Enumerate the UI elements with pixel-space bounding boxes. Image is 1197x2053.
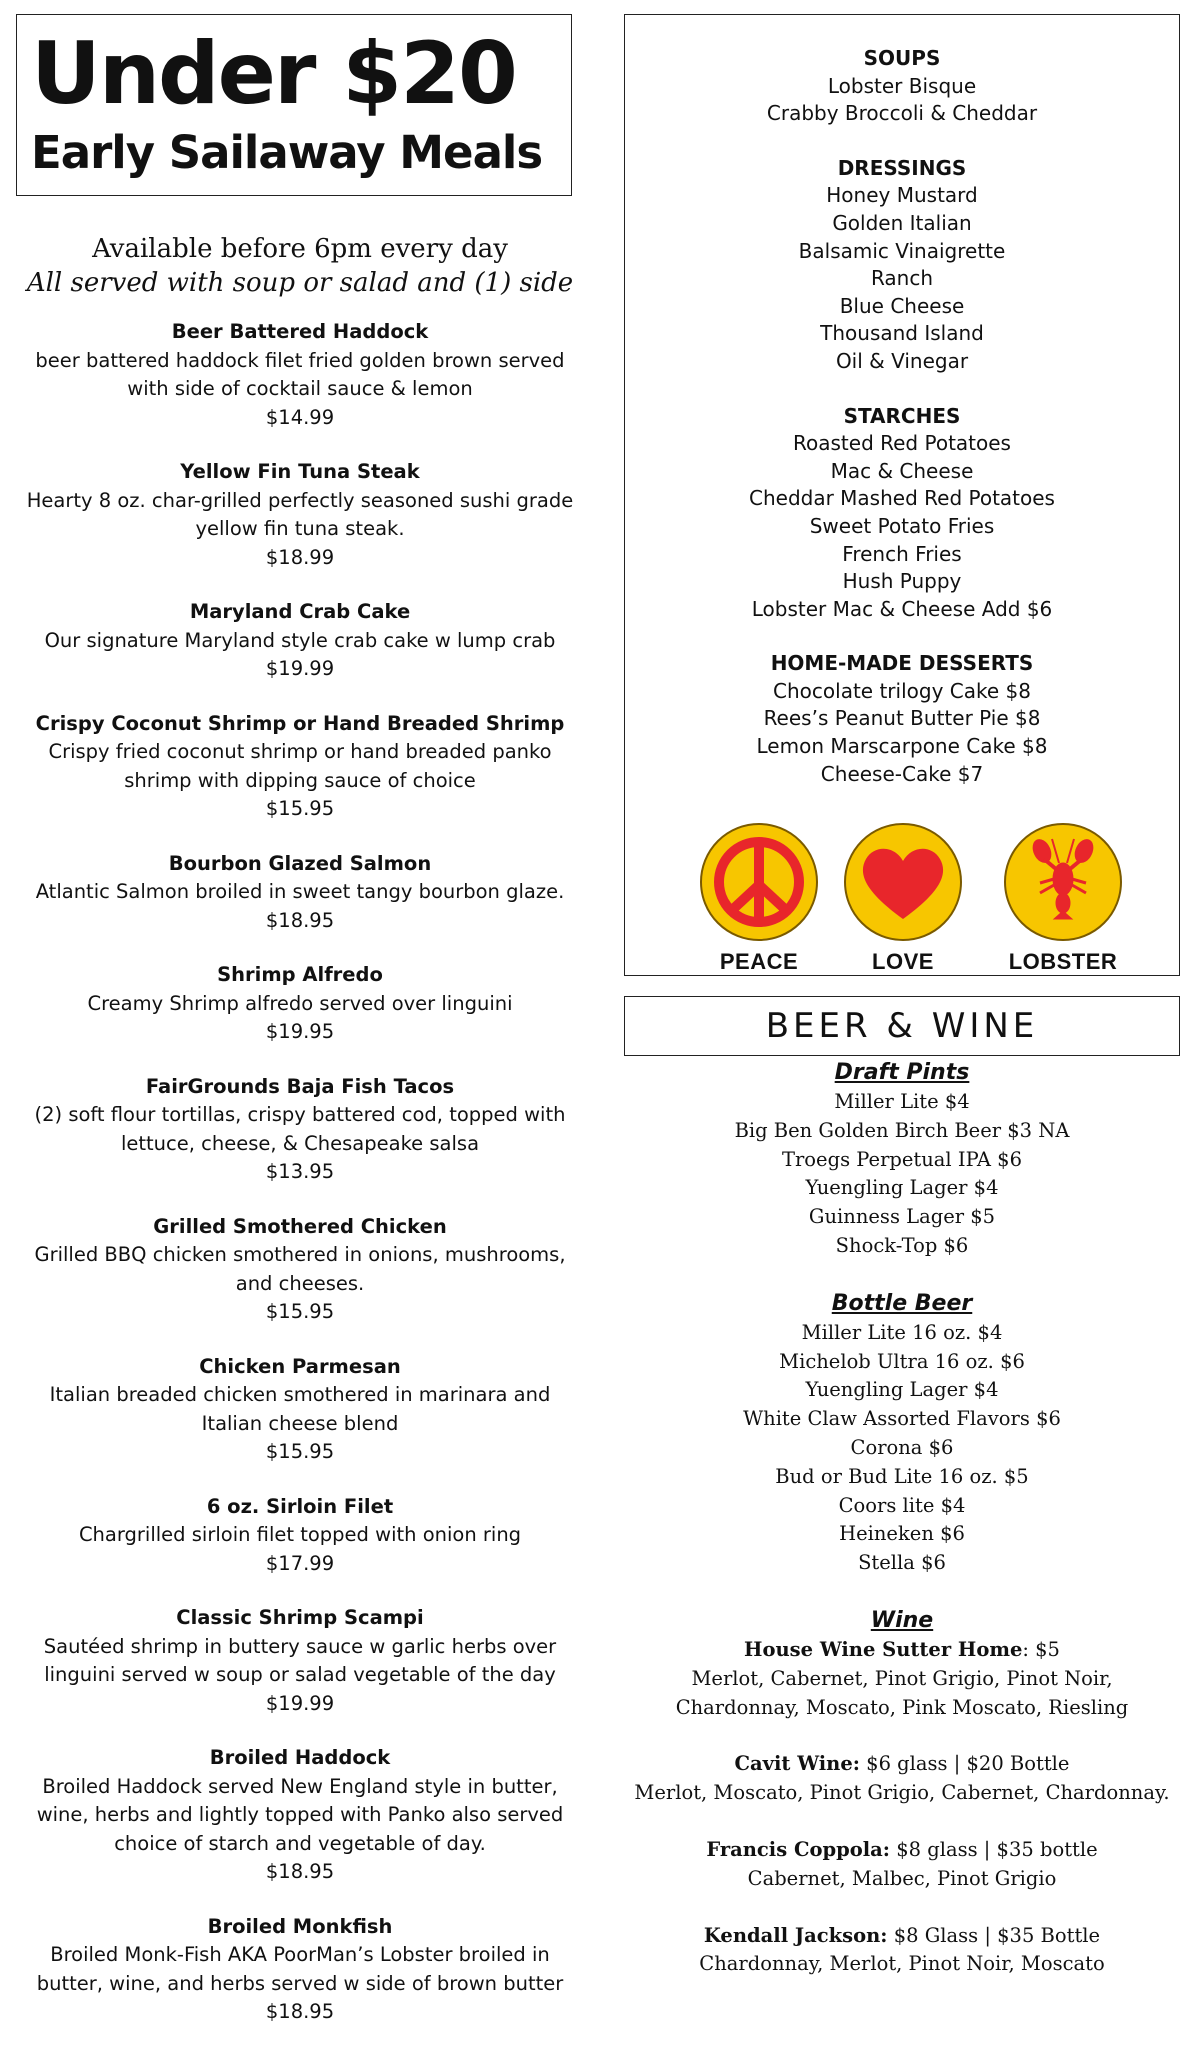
sides-item: Lobster Bisque [827, 73, 977, 98]
draft-item: Yuengling Lager $4 [805, 1176, 999, 1200]
bottle-item: White Claw Assorted Flavors $6 [743, 1407, 1061, 1431]
sides-group-title: SOUPS [863, 46, 941, 70]
wine-entry [624, 1750, 1180, 1808]
sides-groups [625, 45, 1179, 788]
sides-group [625, 650, 1179, 788]
sides-item: Roasted Red Potatoes [793, 431, 1011, 456]
entree-price: $15.95 [265, 1440, 335, 1463]
entree-item [16, 1604, 584, 1718]
entree-price: $19.99 [265, 1691, 335, 1715]
menu-title: Under $20 [31, 24, 516, 124]
entree-description-line: beer battered haddock filet fried golden brown served [35, 348, 565, 372]
sides-group-title: DRESSINGS [837, 155, 967, 180]
wine-varietals-line: Merlot, Moscato, Pinot Grigio, Cabernet, Chardonnay. [634, 1781, 1170, 1805]
served-with-note: All served with soup or salad and (1) side [26, 268, 574, 298]
entree-description-line: choice of starch and vegetable of day. [114, 1831, 486, 1855]
entree-price: $15.95 [265, 1300, 335, 1323]
wine-name: Francis Coppola: [706, 1837, 891, 1861]
entree-item [16, 1073, 584, 1187]
entree-name: Grilled Smothered Chicken [153, 1214, 447, 1238]
beer-wine-title: BEER & WINE [765, 1006, 1039, 1046]
bottle-item: Miller Lite 16 oz. $4 [801, 1320, 1003, 1344]
badge-label: LOVE [872, 949, 934, 974]
heart-icon [844, 823, 962, 941]
entree-item [16, 1913, 584, 2027]
badge-label: PEACE [719, 949, 799, 974]
entree-description-line: with side of cocktail sauce & lemon [127, 377, 473, 400]
sides-group [625, 45, 1179, 128]
sides-group-title: HOME-MADE DESSERTS [770, 651, 1034, 676]
bottle-item: Corona $6 [850, 1435, 954, 1459]
wine-entry-heading [624, 1750, 1180, 1779]
sides-item: Chocolate trilogy Cake $8 [773, 678, 1031, 703]
entree-item [16, 710, 584, 824]
sides-item: Thousand Island [820, 321, 984, 346]
entree-price: $17.99 [265, 1551, 335, 1575]
draft-pints-section [624, 1058, 1180, 1261]
entree-price: $18.95 [265, 1860, 335, 1883]
sides-item: Rees’s Peanut Butter Pie $8 [763, 706, 1041, 731]
wine-price: $6 glass | $20 Bottle [859, 1752, 1070, 1776]
entree-price: $13.95 [265, 1160, 335, 1183]
peace-sign-icon [700, 823, 818, 941]
wine-name: House Wine Sutter Home [744, 1637, 1023, 1661]
wine-price: $8 Glass | $35 Bottle [887, 1923, 1101, 1947]
entree-name: Classic Shrimp Scampi [176, 1606, 424, 1629]
bottle-item: Heineken $6 [839, 1522, 965, 1546]
entree-price: $19.95 [265, 1020, 335, 1043]
sides-item: Lemon Marscarpone Cake $8 [756, 734, 1048, 759]
sides-box [624, 14, 1180, 976]
sides-item: Cheese-Cake $7 [820, 761, 984, 786]
beer-wine-list [624, 1058, 1180, 2007]
sides-item: Honey Mustard [826, 183, 978, 208]
entree-description-line: Broiled Monk-Fish AKA PoorMan’s Lobster broiled in [50, 1943, 550, 1966]
entree-description-line: Creamy Shrimp alfredo served over linguini [87, 991, 513, 1015]
entree-description-line: lettuce, cheese, & Chesapeake salsa [120, 1131, 480, 1155]
menu-subtitle: Early Sailaway Meals [31, 126, 543, 179]
wine-title: Wine [870, 1607, 934, 1633]
entree-description-line: linguini served w soup or salad vegetable of the day [44, 1663, 556, 1686]
lobster-icon [1004, 823, 1122, 941]
wine-varietals-line: Merlot, Cabernet, Pinot Grigio, Pinot Noir, [691, 1666, 1113, 1690]
entree-item [16, 1493, 584, 1579]
sides-item: French Fries [842, 541, 962, 566]
entree-description-line: Italian breaded chicken smothered in marinara and [49, 1383, 551, 1406]
sides-group [625, 403, 1179, 624]
bottle-beer-section [624, 1289, 1180, 1578]
entree-name: Yellow Fin Tuna Steak [180, 460, 420, 483]
entree-description-line: Broiled Haddock served New England style in butter, [42, 1774, 558, 1798]
entree-description-line: Italian cheese blend [201, 1411, 399, 1435]
wine-entry [624, 1836, 1180, 1894]
entree-description-line: butter, wine, and herbs served w side of brown butter [36, 1971, 564, 1995]
entree-name: FairGrounds Baja Fish Tacos [145, 1074, 455, 1098]
sides-item: Blue Cheese [839, 293, 965, 318]
wine-section [624, 1606, 1180, 1979]
badge-row [625, 823, 1179, 973]
entree-price: $18.95 [265, 2000, 335, 2023]
wine-entry [624, 1636, 1180, 1722]
wine-entry-heading [624, 1836, 1180, 1865]
entree-description-line: Hearty 8 oz. char-grilled perfectly seasoned sushi grade [26, 488, 574, 512]
sides-item: Mac & Cheese [830, 458, 974, 483]
sides-item: Hush Puppy [842, 569, 962, 594]
bottle-item: Bud or Bud Lite 16 oz. $5 [775, 1464, 1029, 1488]
wine-name: Kendall Jackson: [703, 1923, 888, 1947]
draft-item: Miller Lite $4 [834, 1090, 970, 1113]
entree-description-line: yellow fin tuna steak. [195, 517, 405, 540]
draft-item: Shock-Top $6 [835, 1233, 969, 1257]
intro [16, 232, 584, 300]
entree-description-line: and cheeses. [235, 1271, 365, 1295]
entree-item [16, 1213, 584, 1327]
wine-entry-heading [624, 1922, 1180, 1951]
entree-item [16, 458, 584, 572]
entree-name: Shrimp Alfredo [217, 963, 383, 986]
wine-varietals-line: Chardonnay, Merlot, Pinot Noir, Moscato [699, 1952, 1105, 1976]
entree-name: Broiled Monkfish [207, 1914, 393, 1938]
sides-group [625, 155, 1179, 376]
bottle-beer-title: Bottle Beer [831, 1290, 973, 1316]
entree-description-line: Sautéed shrimp in buttery sauce w garlic herbs over [43, 1634, 557, 1658]
wine-price: $8 glass | $35 bottle [890, 1837, 1098, 1861]
entree-description-line: Our signature Maryland style crab cake w lump crab [44, 628, 556, 652]
bottle-item: Michelob Ultra 16 oz. $6 [779, 1349, 1025, 1373]
entree-name: Broiled Haddock [209, 1746, 391, 1769]
entree-price: $19.99 [265, 657, 335, 680]
beer-wine-title-box [624, 996, 1180, 1056]
bottle-item: Stella $6 [858, 1551, 946, 1575]
entree-name: Crispy Coconut Shrimp or Hand Breaded Shrimp [35, 711, 565, 735]
sides-item: Cheddar Mashed Red Potatoes [749, 486, 1055, 511]
bottle-item: Coors lite $4 [838, 1493, 966, 1517]
badge-peace [679, 823, 839, 975]
sides-item: Lobster Mac & Cheese Add $6 [751, 596, 1053, 621]
entree-item [16, 1744, 584, 1887]
badge-love [823, 823, 983, 975]
entree-name: Beer Battered Haddock [171, 320, 429, 343]
entree-item [16, 850, 584, 936]
sides-item: Sweet Potato Fries [809, 513, 995, 538]
badge-label: LOBSTER [1008, 949, 1118, 974]
sides-item: Balsamic Vinaigrette [798, 238, 1006, 263]
sides-group-title: STARCHES [843, 403, 961, 428]
entree-description-line: shrimp with dipping sauce of choice [124, 768, 476, 792]
entree-item [16, 598, 584, 684]
entree-description-line: Grilled BBQ chicken smothered in onions, mushrooms, [34, 1243, 566, 1266]
entree-list [16, 318, 584, 2053]
entree-description-line: Crispy fried coconut shrimp or hand breaded panko [48, 740, 552, 763]
wine-varietals-line: Chardonnay, Moscato, Pink Moscato, Riesling [675, 1695, 1129, 1719]
entree-item [16, 318, 584, 432]
draft-item: Troegs Perpetual IPA $6 [781, 1147, 1022, 1171]
entree-price: $18.95 [265, 908, 335, 932]
entree-price: $14.99 [265, 405, 335, 429]
wine-name: Cavit Wine: [734, 1752, 860, 1776]
entree-description-line: wine, herbs and lightly topped with Panko also served [36, 1803, 564, 1826]
entree-item [16, 961, 584, 1047]
badge-lobster [983, 823, 1143, 975]
wine-entry [624, 1922, 1180, 1980]
entree-description-line: Chargrilled sirloin filet topped with onion ring [78, 1523, 522, 1546]
entree-item [16, 1353, 584, 1467]
draft-pints-title: Draft Pints [834, 1060, 970, 1085]
entree-description-line: (2) soft flour tortillas, crispy battered cod, topped with [34, 1103, 566, 1126]
bottle-item: Yuengling Lager $4 [805, 1378, 999, 1402]
entree-name: Chicken Parmesan [199, 1354, 401, 1378]
title-box [16, 14, 572, 196]
sides-item: Oil & Vinegar [835, 348, 969, 373]
sides-item: Golden Italian [832, 210, 972, 235]
sides-item: Crabby Broccoli & Cheddar [766, 101, 1038, 126]
wine-varietals-line: Cabernet, Malbec, Pinot Grigio [747, 1866, 1057, 1890]
wine-price: : $5 [1022, 1637, 1060, 1661]
entree-description-line: Atlantic Salmon broiled in sweet tangy bourbon glaze. [35, 880, 565, 903]
entree-price: $18.99 [265, 545, 335, 569]
wine-entry-heading [624, 1636, 1180, 1665]
entree-price: $15.95 [265, 797, 335, 820]
entree-name: Bourbon Glazed Salmon [168, 851, 432, 875]
entree-name: 6 oz. Sirloin Filet [206, 1494, 394, 1518]
entree-name: Maryland Crab Cake [189, 600, 411, 623]
draft-item: Guinness Lager $5 [808, 1205, 996, 1229]
sides-item: Ranch [870, 266, 934, 291]
availability-note: Available before 6pm every day [92, 234, 508, 264]
draft-item: Big Ben Golden Birch Beer $3 NA [734, 1118, 1070, 1142]
